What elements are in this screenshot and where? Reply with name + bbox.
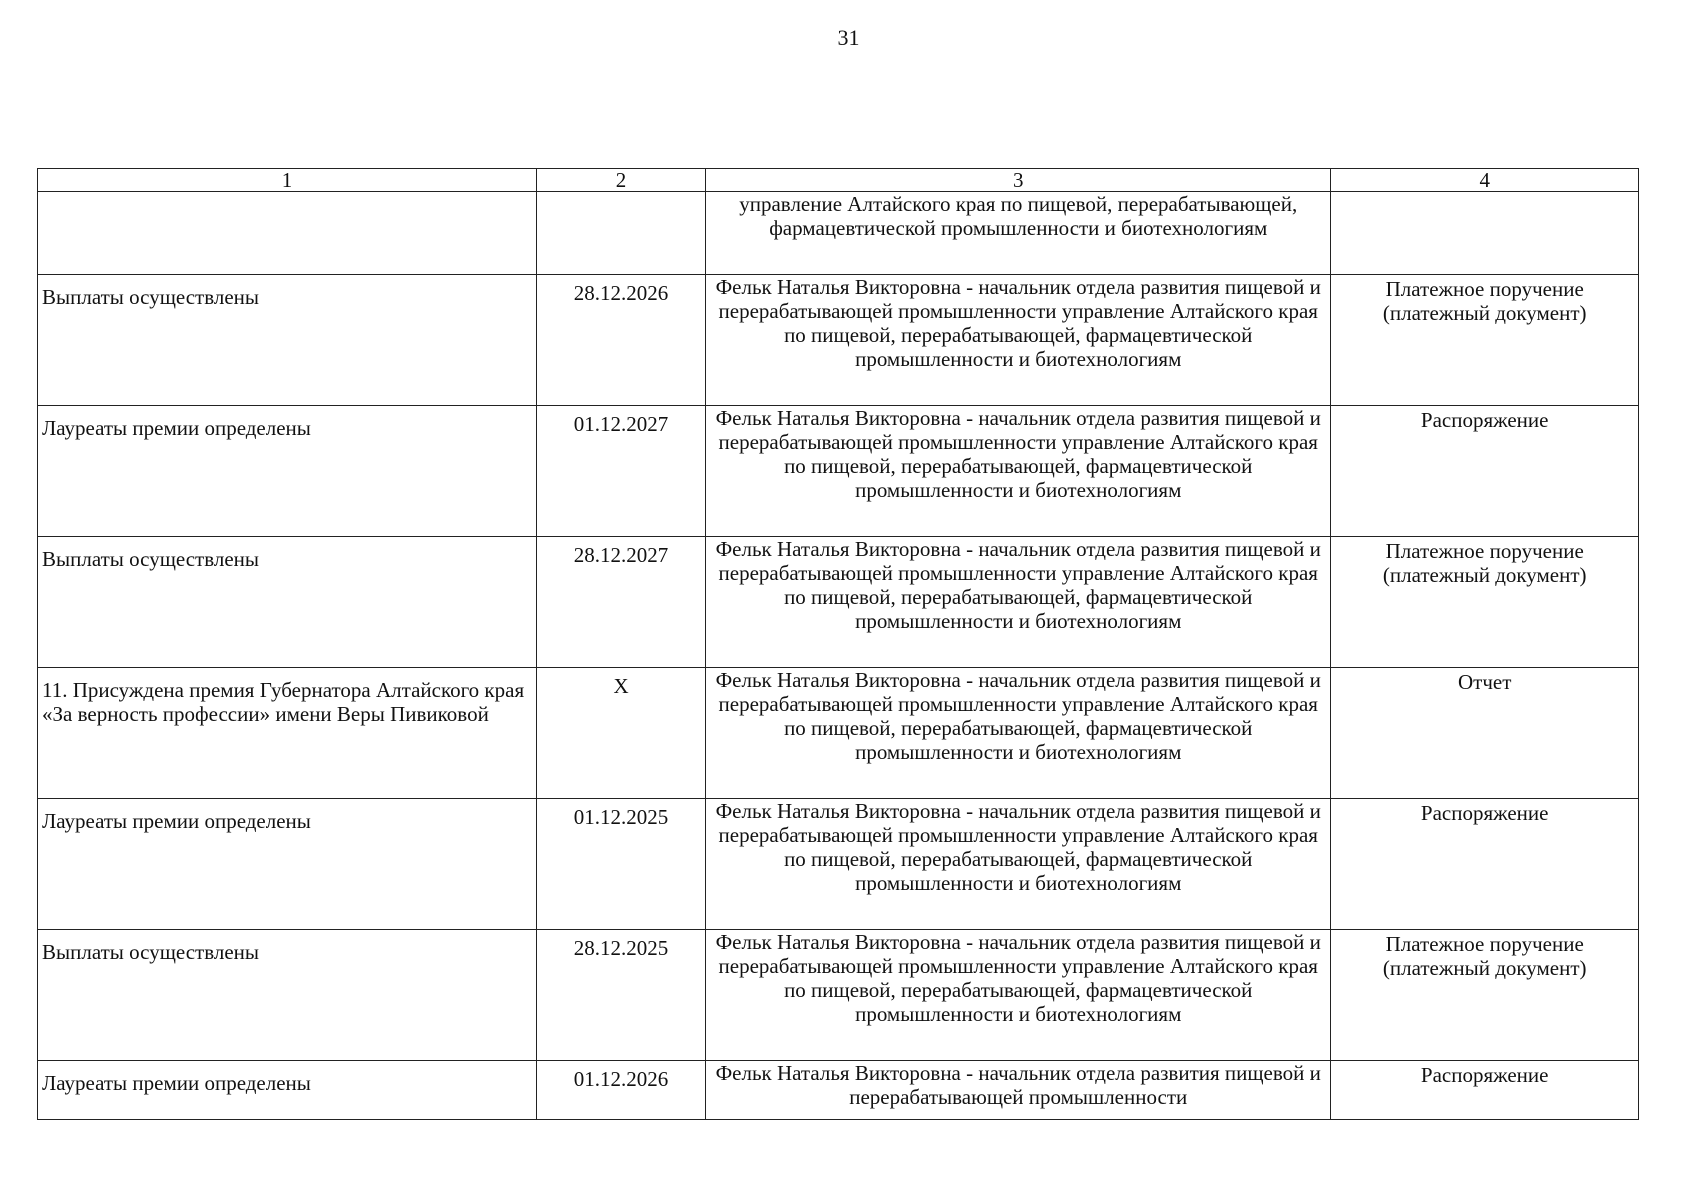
- column-number-row: [38, 169, 1639, 192]
- cell-documents: Платежное поручение (платежный документ): [1331, 537, 1639, 668]
- cell-documents: Распоряжение: [1331, 406, 1639, 537]
- cell-responsible: Фельк Наталья Викторовна - начальник отдела развития пищевой и перерабатывающей промышленности управление Алтайского края по пищевой, перерабатывающей, фармацевтической промышленности и биотехнологиям: [706, 668, 1331, 799]
- cell-responsible: управление Алтайского края по пищевой, перерабатывающей, фармацевтической промышленности и биотехнологиям: [706, 192, 1331, 275]
- cell-date: [537, 192, 706, 275]
- column-number: 3: [706, 169, 1331, 192]
- cell-event: Лауреаты премии определены: [38, 406, 537, 537]
- cell-documents: Платежное поручение (платежный документ): [1331, 275, 1639, 406]
- cell-responsible: Фельк Наталья Викторовна - начальник отдела развития пищевой и перерабатывающей промышленности управление Алтайского края по пищевой, перерабатывающей, фармацевтической промышленности и биотехнологиям: [706, 799, 1331, 930]
- cell-event: Выплаты осуществлены: [38, 537, 537, 668]
- table-row: [38, 406, 1639, 537]
- cell-documents: Распоряжение: [1331, 1061, 1639, 1120]
- cell-event: Лауреаты премии определены: [38, 1061, 537, 1120]
- cell-event: Выплаты осуществлены: [38, 275, 537, 406]
- cell-date: 28.12.2026: [537, 275, 706, 406]
- cell-documents: Распоряжение: [1331, 799, 1639, 930]
- cell-documents: Платежное поручение (платежный документ): [1331, 930, 1639, 1061]
- cell-event: Лауреаты премии определены: [38, 799, 537, 930]
- cell-responsible: Фельк Наталья Викторовна - начальник отдела развития пищевой и перерабатывающей промышленности управление Алтайского края по пищевой, перерабатывающей, фармацевтической промышленности и биотехнологиям: [706, 537, 1331, 668]
- table-row: [38, 668, 1639, 799]
- cell-date: 01.12.2025: [537, 799, 706, 930]
- table-row-continuation: [38, 192, 1639, 275]
- cell-event: [38, 192, 537, 275]
- table-row: [38, 275, 1639, 406]
- cell-responsible: Фельк Наталья Викторовна - начальник отдела развития пищевой и перерабатывающей промышленности: [706, 1061, 1331, 1120]
- plan-table: [37, 168, 1639, 1120]
- page-number: 31: [837, 25, 860, 50]
- cell-date: 01.12.2027: [537, 406, 706, 537]
- table-row: [38, 799, 1639, 930]
- cell-documents: Отчет: [1331, 668, 1639, 799]
- cell-date: 28.12.2027: [537, 537, 706, 668]
- cell-responsible: Фельк Наталья Викторовна - начальник отдела развития пищевой и перерабатывающей промышленности управление Алтайского края по пищевой, перерабатывающей, фармацевтической промышленности и биотехнологиям: [706, 275, 1331, 406]
- table-row: [38, 1061, 1639, 1120]
- cell-event: Выплаты осуществлены: [38, 930, 537, 1061]
- cell-date: 01.12.2026: [537, 1061, 706, 1120]
- cell-event: 11. Присуждена премия Губернатора Алтайского края «За верность профессии» имени Веры Пивиковой: [38, 668, 537, 799]
- cell-date: 28.12.2025: [537, 930, 706, 1061]
- table-row: [38, 930, 1639, 1061]
- cell-responsible: Фельк Наталья Викторовна - начальник отдела развития пищевой и перерабатывающей промышленности управление Алтайского края по пищевой, перерабатывающей, фармацевтической промышленности и биотехнологиям: [706, 406, 1331, 537]
- cell-documents: [1331, 192, 1639, 275]
- column-number: 2: [537, 169, 706, 192]
- table-row: [38, 537, 1639, 668]
- table-body: [38, 169, 1639, 1120]
- cell-date: Х: [537, 668, 706, 799]
- column-number: 1: [38, 169, 537, 192]
- cell-responsible: Фельк Наталья Викторовна - начальник отдела развития пищевой и перерабатывающей промышленности управление Алтайского края по пищевой, перерабатывающей, фармацевтической промышленности и биотехнологиям: [706, 930, 1331, 1061]
- column-number: 4: [1331, 169, 1639, 192]
